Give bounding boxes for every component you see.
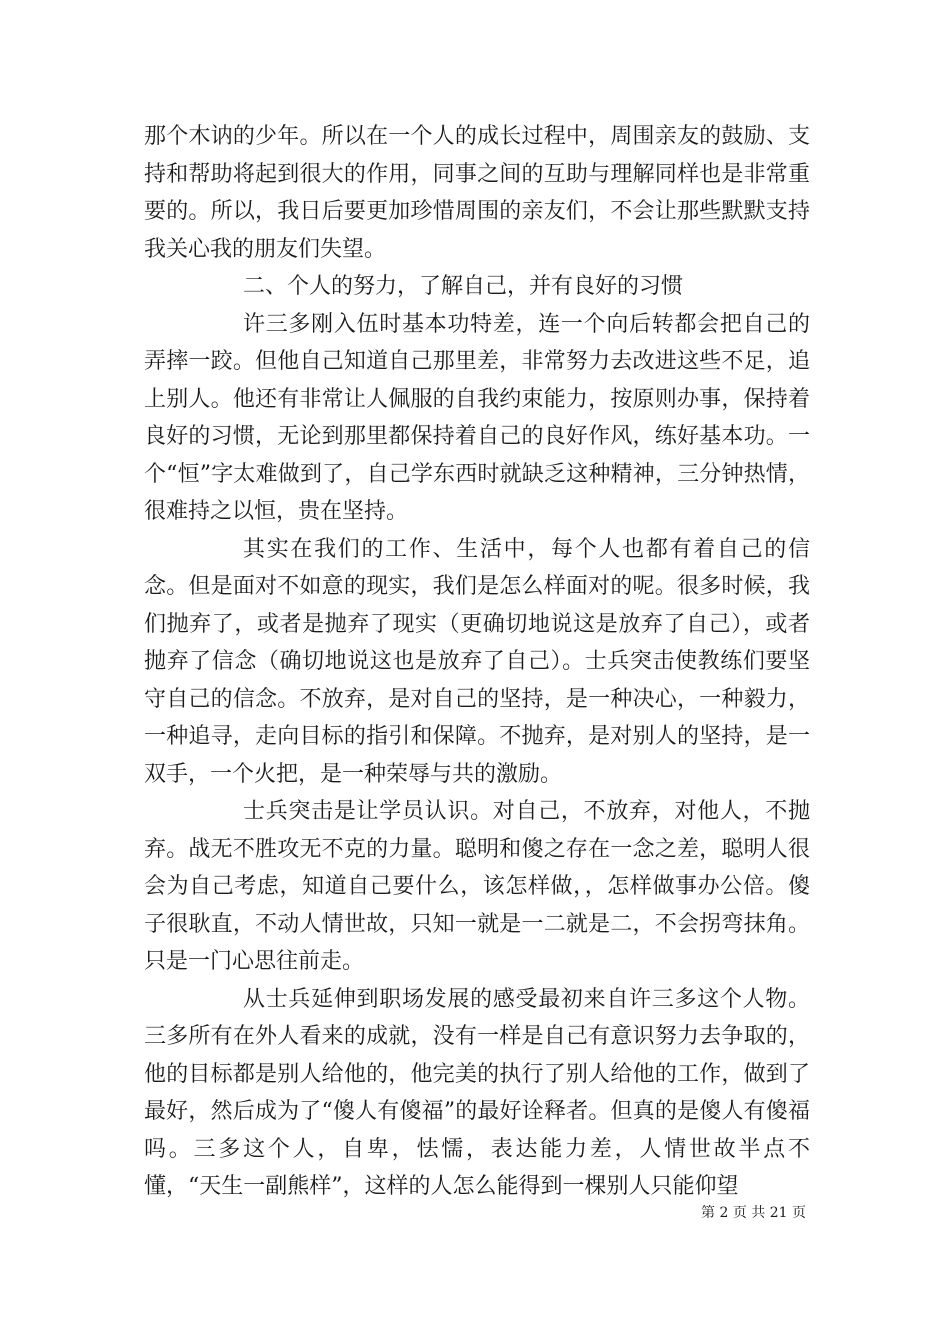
paragraph: 其实在我们的工作、生活中，每个人也都有着自己的信念。但是面对不如意的现实，我们是怎么样面对的呢。很多时候，我们抛弃了，或者是抛弃了现实（更确切地说这是放弃了自己），或者抛弃了信念（确切地说这也是放弃了自己）。士兵突击使教练们要坚守自己的信念。不放弃，是对自己的坚持，是一种决心，一种毅力，一种追寻，走向目标的指引和保障。不抛弃，是对别人的坚持，是一双手，一个火把，是一种荣辱与共的激励。 xyxy=(144,536,810,787)
paragraph: 许三多刚入伍时基本功特差，连一个向后转都会把自己的弄摔一跤。但他自己知道自己那里差，非常努力去改进这些不足，追上别人。他还有非常让人佩服的自我约束能力，按原则办事，保持着良好的习惯，无论到那里都保持着自己的良好作风，练好基本功。一个“恒”字太难做到了，自己学东西时就缺乏这种精神，三分钟热情，很难持之以恒，贵在坚持。 xyxy=(144,311,810,524)
paragraph: 从士兵延伸到职场发展的感受最初来自许三多这个人物。三多所有在外人看来的成就，没有一样是自己有意识努力去争取的，他的目标都是别人给他的，他完美的执行了别人给他的工作，做到了最好，然后成为了“傻人有傻福”的最好诠释者。但真的是傻人有傻福吗。三多这个人，自卑，怯懦，表达能力差，人情世故半点不懂，“天生一副熊样”，这样的人怎么能得到一棵别人只能仰望 xyxy=(144,986,810,1199)
document-body xyxy=(144,118,810,1206)
section-heading: 二、个人的努力，了解自己，并有良好的习惯 xyxy=(243,274,684,299)
paragraph-continued: 那个木讷的少年。所以在一个人的成长过程中，周围亲友的鼓励、支持和帮助将起到很大的作用，同事之间的互助与理解同样也是非常重要的。所以，我日后要更加珍惜周围的亲友们，不会让那些默默支持我关心我的朋友们失望。 xyxy=(144,124,810,262)
page-number-footer: 第 2 页 共 21 页 xyxy=(701,1205,806,1221)
paragraph: 士兵突击是让学员认识。对自己，不放弃，对他人，不抛弃。战无不胜攻无不克的力量。聪明和傻之存在一念之差，聪明人很会为自己考虑，知道自己要什么，该怎样做，，怎样做事办公倍。傻子很耿直，不动人情世故，只知一就是一二就是二，不会拐弯抹角。只是一门心思往前走。 xyxy=(144,799,810,974)
